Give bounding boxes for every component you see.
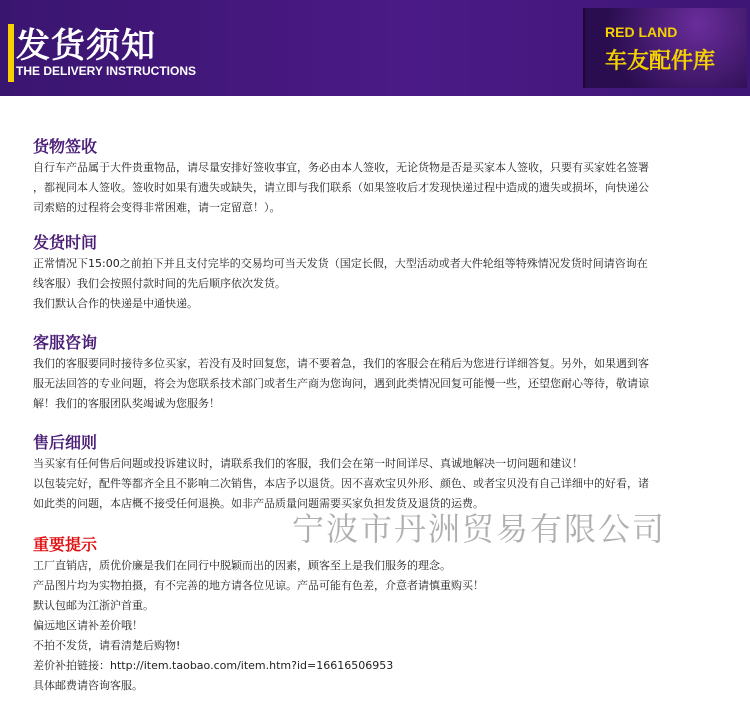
banner-title-en: THE DELIVERY INSTRUCTIONS — [16, 64, 197, 78]
section-title-shipping-time: 发货时间 — [33, 233, 98, 252]
section-line: 司索赔的过程将会变得非常困难，请一定留意！）。 — [33, 201, 281, 214]
section-line: 默认包邮为江浙沪首重。 — [33, 599, 154, 612]
section-line: 我们默认合作的快递是中通快递。 — [33, 297, 198, 310]
brand-name-cn: 车友配件库 — [605, 49, 716, 74]
brand-logo-box — [583, 8, 747, 88]
section-line: 当买家有任何售后问题或投诉建议时，请联系我们的客服，我们会在第一时间详尽、真诚地解决一切问题和建议！ — [33, 457, 583, 470]
section-line: 服无法回答的专业问题，将会为您联系技术部门或者生产商为您询问，遇到此类情况回复可能慢一些，还望您耐心等待，敬请谅 — [33, 377, 649, 390]
brand-name-en: RED LAND — [605, 24, 678, 40]
section-line: 正常情况下15:00之前拍下并且支付完毕的交易均可当天发货（国定长假，大型活动或者大件轮组等特殊情况发货时间请咨询在 — [33, 257, 648, 270]
delivery-banner — [0, 0, 750, 96]
section-line: 如此类的问题，本店概不接受任何退换。如非产品质量问题需要买家负担发货及退货的运费。 — [33, 497, 484, 510]
section-title-after-sales: 售后细则 — [33, 433, 98, 452]
section-line: ，都视同本人签收。签收时如果有遗失或缺失，请立即与我们联系（如果签收后才发现快递过程中造成的遗失或损坏，向快递公 — [33, 181, 649, 194]
section-title-customer-service: 客服咨询 — [33, 333, 98, 352]
section-line: 工厂直销店，质优价廉是我们在同行中脱颖而出的因素，顾客至上是我们服务的理念。 — [33, 559, 451, 572]
section-goods-signing — [33, 136, 649, 218]
section-customer-service — [33, 332, 649, 414]
section-shipping-time — [33, 232, 648, 314]
section-line: 偏远地区请补差价哦！ — [33, 619, 143, 632]
section-line: 自行车产品属于大件贵重物品，请尽量安排好签收事宜，务必由本人签收，无论货物是否是买家本人签收，只要有买家姓名签署 — [33, 161, 649, 174]
section-line: 不拍不发货，请看清楚后购物! — [33, 639, 181, 652]
section-title-goods-signing: 货物签收 — [33, 137, 98, 156]
price-difference-link-line: 差价补拍链接：http://item.taobao.com/item.htm?id=16616506953 — [33, 659, 394, 672]
section-line: 我们的客服要同时接待多位买家，若没有及时回复您，请不要着急，我们的客服会在稍后为您进行详细答复。另外，如果遇到客 — [33, 357, 649, 370]
banner-accent-bar — [8, 24, 14, 82]
section-line: 具体邮费请咨询客服。 — [33, 679, 143, 692]
section-line: 线客服）我们会按照付款时间的先后顺序依次发货。 — [33, 277, 286, 290]
section-line: 产品图片均为实物拍摄，有不完善的地方请各位见谅。产品可能有色差，介意者请慎重购买！ — [33, 579, 484, 592]
section-line: 以包装完好，配件等都齐全且不影响二次销售，本店予以退货。因不喜欢宝贝外形、颜色、或者宝贝没有自己详细中的好看，诸 — [33, 477, 649, 490]
banner-title-cn: 发货须知 — [16, 26, 156, 66]
section-important-notice — [33, 534, 484, 696]
section-title-important-notice: 重要提示 — [33, 535, 98, 554]
company-watermark: 宁波市丹洲贸易有限公司 — [292, 510, 667, 548]
section-line: 解！我们的客服团队奖竭诚为您服务！ — [33, 397, 220, 410]
section-after-sales — [33, 432, 649, 514]
